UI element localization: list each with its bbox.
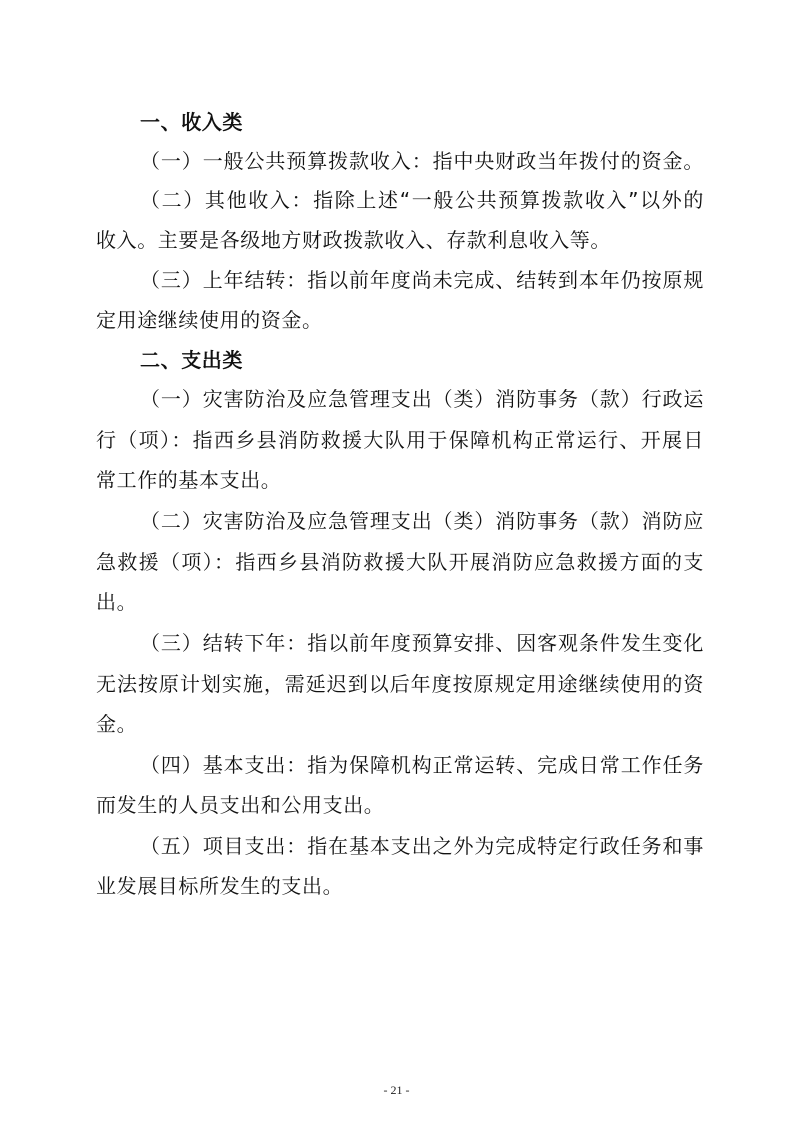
section-heading-income: 一、收入类 xyxy=(140,110,243,134)
paragraph-income-item3-line2: 定用途继续使用的资金。 xyxy=(96,308,323,332)
paragraph-income-item2-line1: （二）其他收入：指除上述“一般公共预算拨款收入”以外的 xyxy=(140,188,704,212)
page-number: - 21 - xyxy=(383,1083,410,1097)
paragraph-expense-item2-line1: （二）灾害防治及应急管理支出（类）消防事务（款）消防应 xyxy=(140,509,704,533)
paragraph-income-item2-line2: 收入。主要是各级地方财政拨款收入、存款利息收入等。 xyxy=(96,228,611,252)
paragraph-expense-item2-line3: 出。 xyxy=(96,590,138,614)
paragraph-expense-item3-line3: 金。 xyxy=(96,712,138,736)
section-heading-expense: 二、支出类 xyxy=(140,348,243,372)
paragraph-expense-item2-line2: 急救援（项）：指西乡县消防救援大队开展消防应急救援方面的支 xyxy=(96,550,704,574)
paragraph-expense-item1-line1: （一）灾害防治及应急管理支出（类）消防事务（款）行政运 xyxy=(140,387,704,411)
paragraph-expense-item5-line1: （五）项目支出：指在基本支出之外为完成特定行政任务和事 xyxy=(140,834,704,858)
paragraph-expense-item3-line2: 无法按原计划实施，需延迟到以后年度按原规定用途继续使用的资 xyxy=(96,672,704,696)
paragraph-income-item1: （一）一般公共预算拨款收入：指中央财政当年拨付的资金。 xyxy=(140,149,704,173)
paragraph-expense-item3-line1: （三）结转下年：指以前年度预算安排、因客观条件发生变化 xyxy=(140,631,704,655)
paragraph-expense-item5-line2: 业发展目标所发生的支出。 xyxy=(96,874,344,898)
paragraph-expense-item1-line2: 行（项）：指西乡县消防救援大队用于保障机构正常运行、开展日 xyxy=(96,428,704,452)
paragraph-expense-item4-line1: （四）基本支出：指为保障机构正常运转、完成日常工作任务 xyxy=(140,753,704,777)
paragraph-expense-item1-line3: 常工作的基本支出。 xyxy=(96,468,282,492)
paragraph-expense-item4-line2: 而发生的人员支出和公用支出。 xyxy=(96,793,385,817)
paragraph-income-item3-line1: （三）上年结转：指以前年度尚未完成、结转到本年仍按原规 xyxy=(140,268,704,292)
